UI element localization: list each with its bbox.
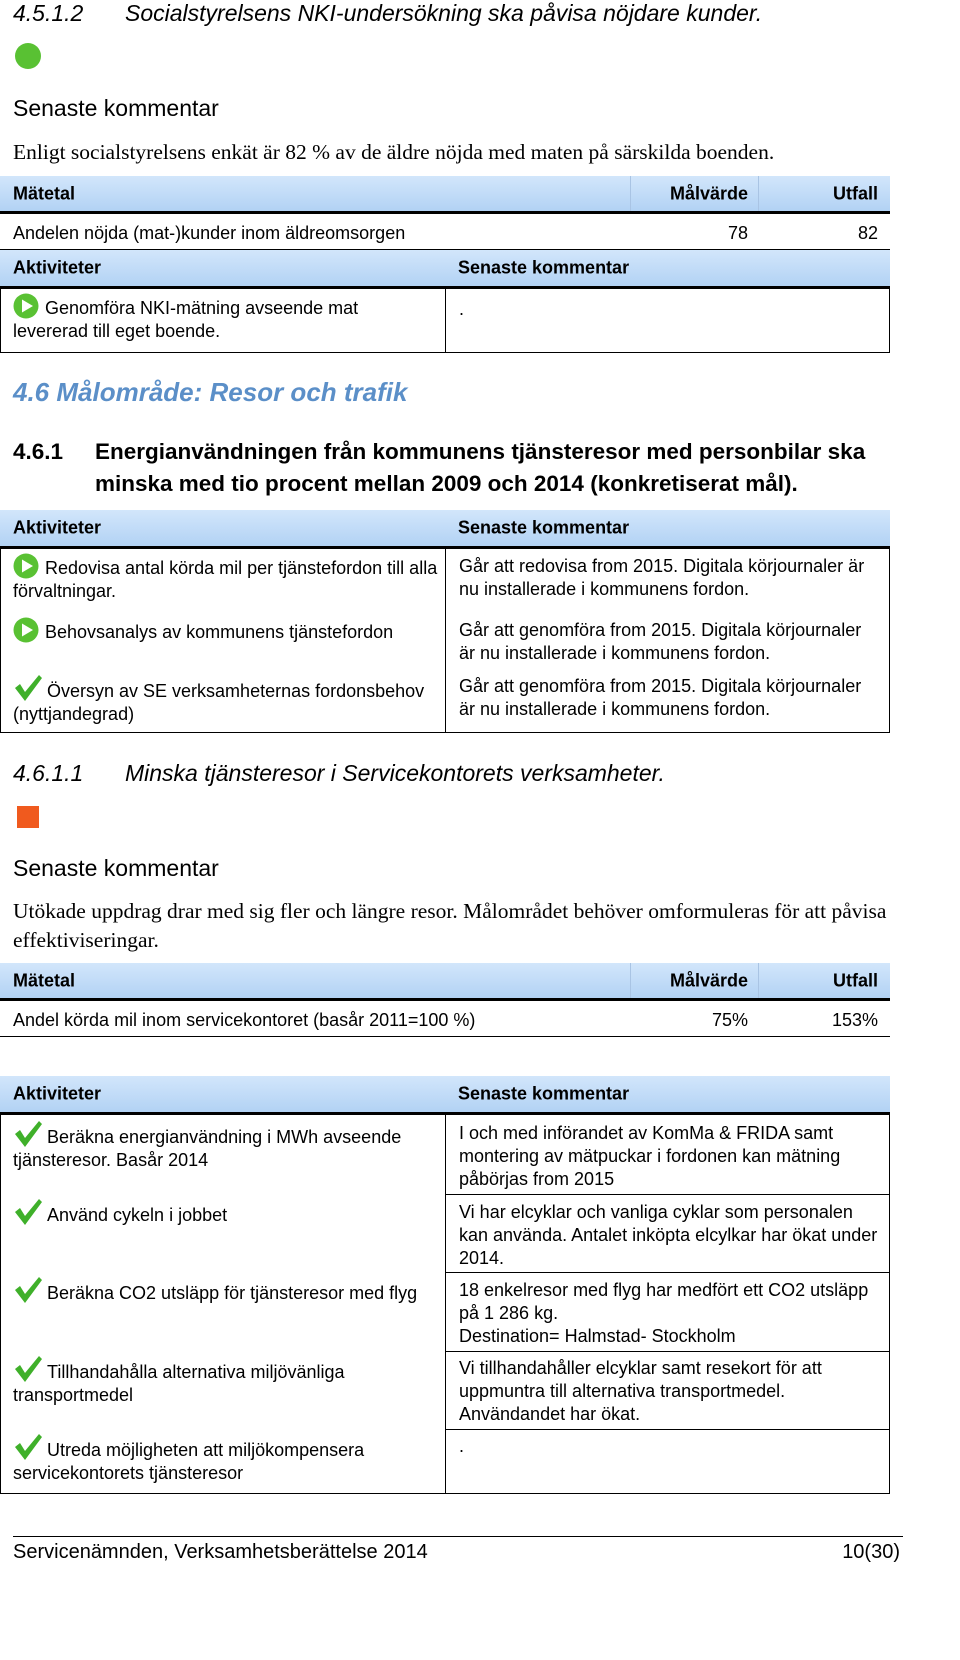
utfall-value: 153% xyxy=(831,1010,878,1030)
table-row xyxy=(0,1001,890,1037)
footer-page-number: 10(30) xyxy=(842,1541,900,1563)
play-icon xyxy=(13,293,39,319)
aktiviteter-table-body xyxy=(0,289,890,353)
heading-number: 4.5.1.2 xyxy=(13,0,84,26)
goal-number: 4.6.1 xyxy=(13,439,64,464)
heading-text: Minska tjänsteresor i Servicekontorets verksamheter. xyxy=(125,760,665,786)
divider xyxy=(758,963,759,998)
comment-text: Går att genomföra from 2015. Digitala körjournaler är nu installerade i kommunens fordon. xyxy=(459,620,862,663)
aktiviteter-header xyxy=(0,510,890,549)
comment-text: Vi har elcyklar och vanliga cyklar som personalen kan använda. Antalet inköpta elcylkar har ökat under 2014. xyxy=(459,1202,878,1268)
col-senaste-kommentar: Senaste kommentar xyxy=(458,257,630,278)
divider xyxy=(630,963,631,998)
divider xyxy=(445,289,446,352)
activity-text: Genomföra NKI-mätning avseende mat levererad till eget boende. xyxy=(13,298,359,341)
activity-text: Behovsanalys av kommunens tjänstefordon xyxy=(45,622,394,642)
divider xyxy=(758,176,759,211)
activity-text: Beräkna CO2 utsläpp för tjänsteresor med flyg xyxy=(47,1283,418,1303)
aktiviteter-header xyxy=(0,250,890,289)
row-divider xyxy=(445,1272,889,1273)
divider xyxy=(445,549,446,732)
heading-number: 4.6.1.1 xyxy=(13,760,84,786)
col-matetal: Mätetal xyxy=(13,970,76,990)
activity-text: Redovisa antal körda mil per tjänstefordon till alla förvaltningar. xyxy=(13,558,438,601)
row-divider xyxy=(445,1194,889,1195)
table-row xyxy=(13,1197,438,1227)
comment-text: I och med införandet av KomMa & FRIDA samt montering av mätpuckar i fordonen kan mätning påbörjas from 2015 xyxy=(459,1123,841,1189)
col-malvarde: Målvärde xyxy=(669,970,748,990)
comment-text: Vi tillhandahåller elcyklar samt resekort för att uppmuntra till alternativa transportmedel. Användandet har ökat. xyxy=(459,1358,822,1424)
kommentar-text: Utökade uppdrag drar med sig fler och längre resor. Målområdet behöver omformuleras för att påvisa effektiviseringar. xyxy=(13,899,887,952)
section-heading-resor: 4.6 Målområde: Resor och trafik xyxy=(13,377,408,407)
matetal-header xyxy=(0,963,890,1001)
check-icon xyxy=(13,1119,43,1149)
col-utfall: Utfall xyxy=(833,183,878,203)
play-icon xyxy=(13,617,39,643)
check-icon xyxy=(13,1354,43,1384)
matetal-name: Andelen nöjda (mat-)kunder inom äldreomsorgen xyxy=(13,223,406,243)
activity-text: Översyn av SE verksamheternas fordonsbehov (nyttjandegrad) xyxy=(13,681,425,724)
row-divider xyxy=(445,1351,889,1352)
col-aktiviteter: Aktiviteter xyxy=(13,257,102,278)
check-icon xyxy=(13,673,43,703)
table-row xyxy=(13,1432,438,1485)
table-row xyxy=(13,553,438,603)
divider xyxy=(630,176,631,211)
play-icon xyxy=(13,553,39,579)
footer-title: Servicenämnden, Verksamhetsberättelse 2014 xyxy=(13,1541,428,1563)
activity-text: Beräkna energianvändning i MWh avseende tjänsteresor. Basår 2014 xyxy=(13,1127,402,1170)
table-row xyxy=(13,293,433,343)
check-icon xyxy=(13,1432,43,1462)
status-green-circle-icon xyxy=(15,43,41,69)
goal-text: Energianvändningen från kommunens tjänsteresor med personbilar ska minska med tio procent mellan 2009 och 2014 (konkretiserat mål). xyxy=(95,439,866,496)
table-row xyxy=(13,1354,438,1407)
activity-text: Utreda möjligheten att miljökompensera servicekontorets tjänsteresor xyxy=(13,1440,365,1483)
divider xyxy=(445,1115,446,1493)
footer-rule xyxy=(13,1536,903,1537)
heading-46111 xyxy=(13,760,665,787)
malvarde-value: 75% xyxy=(711,1010,748,1030)
status-red-square-icon xyxy=(17,806,39,828)
check-icon xyxy=(13,1275,43,1305)
activity-text: Använd cykeln i jobbet xyxy=(47,1205,228,1225)
table-row xyxy=(0,214,890,250)
kommentar-label: Senaste kommentar xyxy=(13,95,219,121)
goal-heading xyxy=(13,436,893,496)
col-senaste-kommentar: Senaste kommentar xyxy=(458,517,630,538)
kommentar-label: Senaste kommentar xyxy=(13,855,219,881)
aktiviteter-table-body xyxy=(0,1115,890,1494)
aktiviteter-header xyxy=(0,1076,890,1115)
col-matetal: Mätetal xyxy=(13,183,76,203)
aktiviteter-table-body xyxy=(0,549,890,733)
row-divider xyxy=(445,1429,889,1430)
col-aktiviteter: Aktiviteter xyxy=(13,517,102,538)
comment-text: Går att genomföra from 2015. Digitala körjournaler är nu installerade i kommunens fordon. xyxy=(459,676,862,719)
matetal-header xyxy=(0,176,890,214)
col-aktiviteter: Aktiviteter xyxy=(13,1083,102,1104)
heading-4512 xyxy=(13,0,763,27)
kommentar-text: Enligt socialstyrelsens enkät är 82 % av de äldre nöjda med maten på särskilda boenden. xyxy=(13,140,775,164)
table-row xyxy=(13,673,438,726)
utfall-value: 82 xyxy=(857,223,878,243)
col-senaste-kommentar: Senaste kommentar xyxy=(458,1083,630,1104)
activity-text: Tillhandahålla alternativa miljövänliga transportmedel xyxy=(13,1362,345,1405)
comment-text: . xyxy=(459,1436,465,1456)
table-row xyxy=(13,1275,438,1305)
matetal-name: Andel körda mil inom servicekontoret (basår 2011=100 %) xyxy=(13,1010,476,1030)
table-row xyxy=(13,617,438,644)
table-row xyxy=(13,1119,438,1172)
comment-text: . xyxy=(459,299,465,319)
malvarde-value: 78 xyxy=(727,223,748,243)
col-malvarde: Målvärde xyxy=(669,183,748,203)
comment-text: 18 enkelresor med flyg har medfört ett CO2 utsläpp på 1 286 kg. Destination= Halmstad- Stockholm xyxy=(459,1280,869,1346)
comment-text: Går att redovisa from 2015. Digitala körjournaler är nu installerade i kommunens fordon. xyxy=(459,556,865,599)
check-icon xyxy=(13,1197,43,1227)
heading-text: Socialstyrelsens NKI-undersökning ska påvisa nöjdare kunder. xyxy=(125,0,763,26)
col-utfall: Utfall xyxy=(833,970,878,990)
